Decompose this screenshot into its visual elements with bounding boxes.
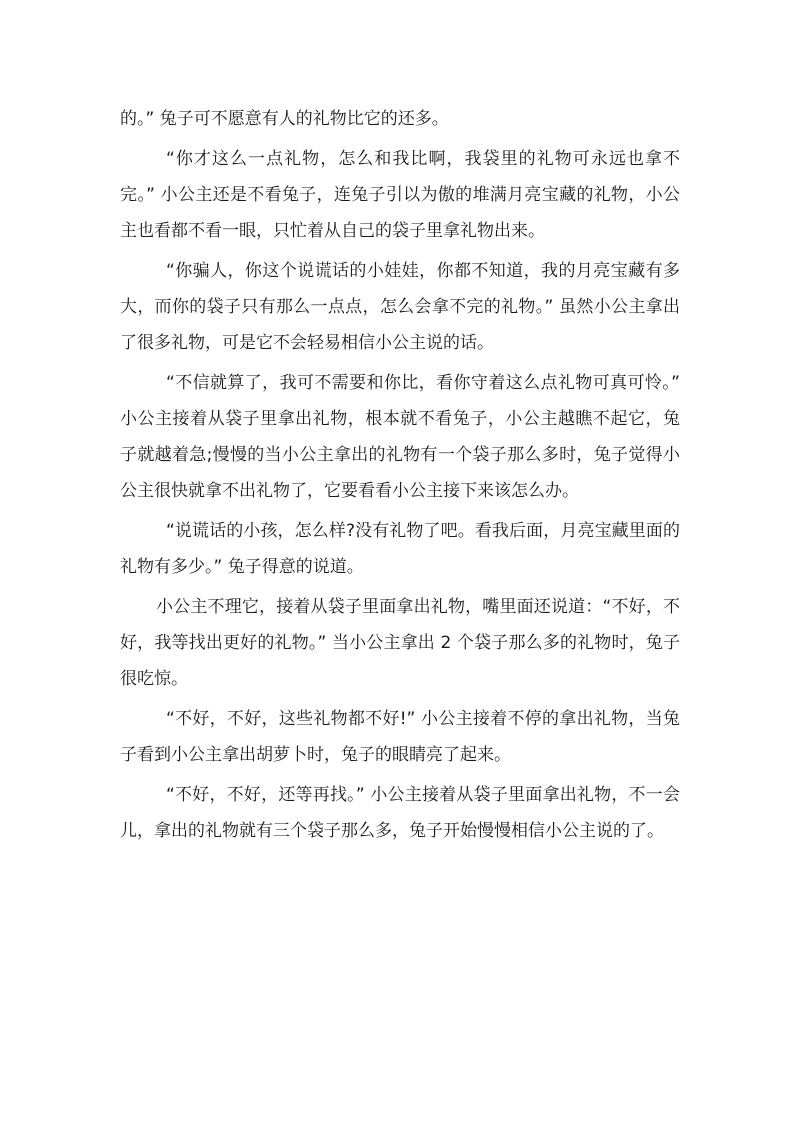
paragraph-2: “你才这么一点礼物，怎么和我比啊，我袋里的礼物可永远也拿不完。” 小公主还是不看兔子，连兔子引以为傲的堆满月亮宝藏的礼物，小公主也看都不看一眼，只忙着从自己的袋子里拿礼物出来。 [120,149,680,241]
paragraph-8: “不好，不好，还等再找。” 小公主接着从袋子里面拿出礼物，不一会儿，拿出的礼物就有三个袋子那么多，兔子开始慢慢相信小公主说的了。 [120,785,680,841]
paragraph-5: “说谎话的小孩，怎么样?没有礼物了吧。看我后面，月亮宝藏里面的礼物有多少。” 兔子得意的说道。 [120,521,680,577]
paragraph-4: “不信就算了，我可不需要和你比，看你守着这么点礼物可真可怜。” 小公主接着从袋子里拿出礼物，根本就不看兔子，小公主越瞧不起它，兔子就越着急;慢慢的当小公主拿出的礼物有一个袋子那么多时，兔子觉得小公主很快就拿不出礼物了，它要看看小公主接下来该怎么办。 [120,373,680,501]
paragraph-6: 小公主不理它，接着从袋子里面拿出礼物，嘴里面还说道：“不好，不好，我等找出更好的礼物。” 当小公主拿出 2 个袋子那么多的礼物时，兔子很吃惊。 [120,597,680,689]
paragraph-1: 的。” 兔子可不愿意有人的礼物比它的还多。 [120,109,449,129]
paragraph-3: “你骗人，你这个说谎话的小娃娃，你都不知道，我的月亮宝藏有多大，而你的袋子只有那么一点点，怎么会拿不完的礼物。” 虽然小公主拿出了很多礼物，可是它不会轻易相信小公主说的话。 [120,261,680,353]
document-body [120,101,680,853]
paragraph-7: “不好，不好，这些礼物都不好!” 小公主接着不停的拿出礼物，当兔子看到小公主拿出胡萝卜时，兔子的眼睛亮了起来。 [120,709,680,765]
